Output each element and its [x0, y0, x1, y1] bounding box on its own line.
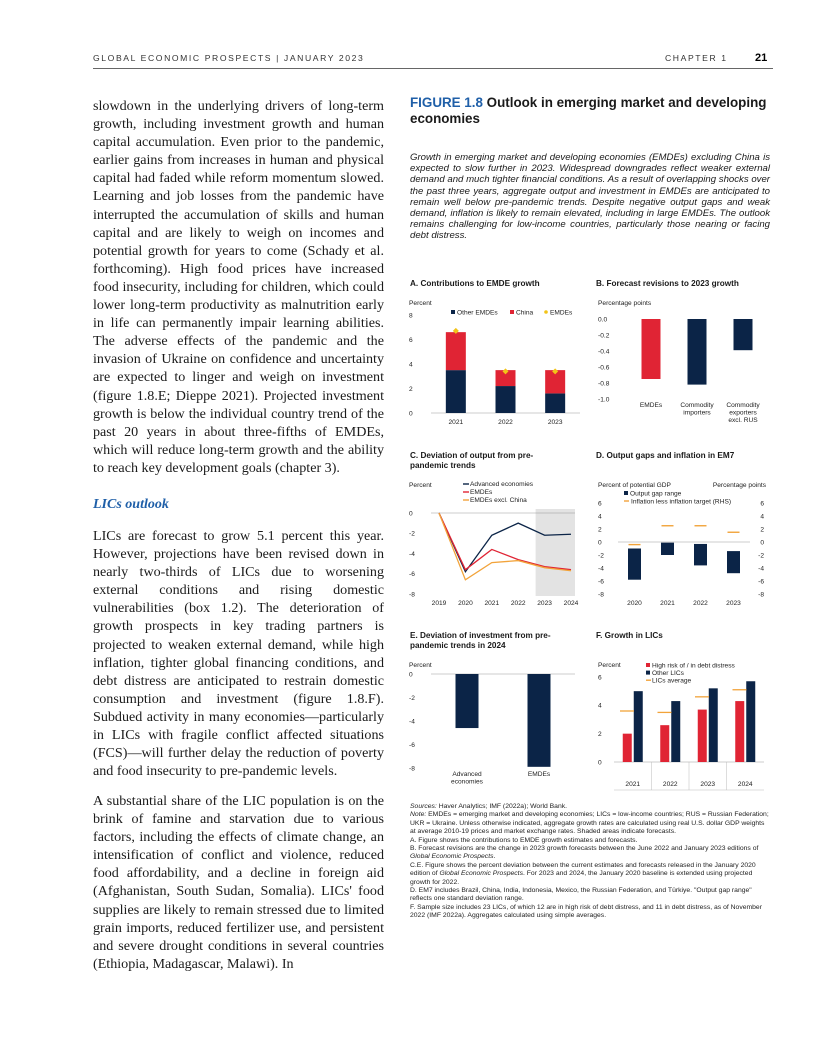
y-tick-label: 0: [409, 510, 413, 518]
x-tick-label: 2024: [737, 781, 753, 788]
body-paragraph-3: [93, 792, 384, 973]
y-tick-label: -0.8: [598, 380, 610, 388]
page-number: 21: [755, 52, 768, 64]
y-tick-label: 2: [598, 730, 602, 738]
x-tick-label: 2024: [563, 600, 579, 607]
x-tick-label: Advanced: [452, 771, 482, 778]
data-bar: [727, 551, 740, 573]
y-tick-label: 4: [598, 702, 602, 710]
y-tick-label: 4: [598, 513, 602, 521]
y-tick-label: -4: [409, 718, 415, 726]
x-tick-label: Commodity: [680, 402, 714, 409]
paragraph-text: A substantial share of the LIC population is on the brink of famine and starvation due to various factors, including the effects of climate change, an intensification of conflict and violence, reduced food affordability, and a decline in foreign aid (Afghanistan, South Sudan, Somalia). LICs' food supplies are likely to remain stressed due to limited grain imports, reduced fertilizer use, and persistent and severe drought conditions in several countries (Ethiopia, Madagascar, Malawi). In: [93, 793, 384, 972]
x-tick-label: 2023: [547, 419, 563, 426]
y-tick-label-right: -2: [758, 552, 764, 560]
legend-swatch: [646, 671, 650, 675]
forecast-shading: [536, 509, 575, 596]
chapter-label: CHAPTER 1: [665, 53, 728, 63]
data-bar: [671, 701, 680, 762]
legend-label: Output gap range: [630, 490, 682, 498]
body-paragraph-2: [93, 527, 384, 780]
figure-intro: Growth in emerging market and developing economies (EMDEs) excluding China is expected to slow further in 2023. Widespread downgrades reflect weaker external demand and much tighter financial conditions. As a result of overlapping shocks over the past three years, aggregate output and investment in EMDEs are anticipated to remain well below pre-pandemic trends. Despite negative output gaps and weak demand, inflation is likely to remain elevated, including in large EMDEs. The outlook remains challenging for low-income countries, particularly those nearing or facing debt distress.: [410, 152, 770, 242]
y-tick-label: 8: [409, 312, 413, 320]
y-tick-label: 0: [409, 410, 413, 418]
y-tick-label: -0.4: [598, 348, 610, 356]
section-heading: LICs outlook: [93, 497, 169, 512]
legend-label: EMDEs excl. China: [470, 497, 527, 504]
data-bar: [628, 549, 641, 580]
chart-e: [405, 657, 585, 792]
y-tick-label: 6: [409, 336, 413, 344]
y-axis-label: Percent: [409, 300, 432, 307]
legend-label: EMDEs: [470, 489, 493, 496]
x-tick-label: excl. RUS: [728, 417, 758, 424]
sources-label: Sources:: [410, 803, 437, 810]
y-tick-label: -0.2: [598, 332, 610, 340]
x-tick-label: 2019: [431, 600, 447, 607]
legend-label: Other LICs: [652, 669, 684, 677]
note-ce-end: . For 2023 and 2024, the January 2020 baseline is extended using projected growth for 2022.: [410, 870, 753, 886]
y-tick-label: 0: [598, 539, 602, 547]
y-tick-label-right: 4: [760, 513, 764, 521]
x-tick-label: EMDEs: [639, 402, 663, 409]
panel-f-title: F. Growth in LICs: [596, 631, 663, 640]
x-tick-label: 2020: [627, 600, 642, 607]
y-tick-label: 0: [598, 759, 602, 767]
chart-b: [592, 295, 772, 435]
x-tick-label: 2022: [693, 600, 708, 607]
chart-d: [592, 477, 772, 612]
y-tick-label: -2: [598, 552, 604, 560]
data-bar: [446, 370, 466, 413]
y-tick-label-right: 6: [760, 500, 764, 508]
figure-title-text: Outlook in emerging market and developing economies: [410, 95, 767, 126]
note-ce-text: C.E. Figure shows the percent deviation between the current estimates and forecasts released in the January 2020 edition of: [410, 861, 756, 878]
y-tick-label-right: -6: [758, 578, 764, 586]
legend-label: Other EMDEs: [457, 309, 498, 317]
legend-label: China: [516, 309, 534, 317]
note-b: [410, 845, 770, 862]
x-tick-label: exporters: [729, 409, 757, 417]
y-tick-label: 0: [409, 671, 413, 679]
y-tick-label: -8: [409, 765, 415, 773]
y-tick-label: -6: [409, 571, 415, 579]
x-tick-label: 2023: [726, 600, 741, 607]
figure-notes: [410, 803, 770, 921]
legend-label: Advanced economies: [470, 481, 534, 488]
legend-swatch: [646, 663, 650, 667]
y-tick-label: 2: [598, 526, 602, 534]
y-tick-label: -2: [409, 530, 415, 538]
data-bar: [735, 701, 744, 762]
panel-b-title: B. Forecast revisions to 2023 growth: [596, 279, 739, 288]
chart-c: [405, 477, 585, 612]
x-tick-label: importers: [683, 409, 711, 417]
note-b-end: .: [493, 853, 496, 861]
note-b-text: B. Forecast revisions are the change in 2023 growth forecasts between the June 2022 and January 2023 editions of: [410, 845, 759, 853]
x-tick-label: 2022: [662, 781, 678, 788]
legend-label: LICs average: [652, 677, 692, 685]
x-tick-label: 2020: [458, 600, 473, 607]
sources-text: Haver Analytics; IMF (2022a); World Bank.: [438, 803, 568, 810]
y-tick-label: 4: [409, 361, 413, 369]
y-tick-label-right: 0: [760, 539, 764, 547]
x-tick-label: 2021: [484, 600, 500, 607]
legend-swatch: [510, 310, 514, 314]
paragraph-text: slowdown in the underlying drivers of long-term growth, including investment growth and human capital accumulation. Even prior to the pandemic, earlier gains from increases in human and physical capital had faded while reform momentum slowed. Learning and job losses from the pandemic have interrupted the accumulation of skills and human capital and are likely to weigh on incomes and potential growth for years to come (Schady et al. forthcoming). High food prices have increased food insecurity, including for children, which could lower long-term productivity as malnutrition early in life can permanently impair learning abilities. The adverse effects of the pandemic and the invasion of Ukraine on confidence and uncertainty are expected to linger and weigh on investment (figure 1.8.E; Dieppe 2021). Projected investment growth is below the individual country trend of the past 20 years in about three-fifths of EMDEs, which will reduce long-term growth and the ability to reach key development goals (chapter 3).: [93, 98, 384, 476]
x-tick-label: 2023: [537, 600, 552, 607]
note-text: EMDEs = emerging market and developing economies; LICs = low-income countries; RUS = Russian Federation; UKR = Ukraine. Unless otherwise indicated, aggregate growth rates are calculated using real U.S. dollar GDP weights at average 2010-19 prices and market exchange rates. Shaded areas indicate forecasts.: [410, 811, 769, 836]
y-tick-label: 6: [598, 500, 602, 508]
legend-swatch: [624, 491, 628, 495]
panel-d-title: D. Output gaps and inflation in EM7: [596, 451, 735, 460]
legend-label: High risk of / in debt distress: [652, 662, 735, 670]
x-tick-label: 2021: [660, 600, 675, 607]
data-bar: [623, 734, 632, 762]
data-bar: [698, 710, 707, 762]
y-tick-label: -6: [598, 578, 604, 586]
note-d: D. EM7 includes Brazil, China, India, Indonesia, Mexico, the Russian Federation, and Türkiye. "Output gap range" reflects one standard deviation range.: [410, 887, 752, 903]
y-tick-label: -4: [598, 565, 604, 573]
running-title: GLOBAL ECONOMIC PROSPECTS | JANUARY 2023: [93, 53, 365, 63]
data-bar: [634, 691, 643, 762]
header-rule: [93, 68, 773, 69]
note-b-italic: Global Economic Prospects: [410, 853, 494, 861]
data-bar: [528, 674, 551, 767]
paragraph-text: LICs are forecast to grow 5.1 percent this year. However, projections have been revised down in nearly two-thirds of LICs due to worsening external conditions and rising domestic vulnerabilities (box 1.2). The deterioration of growth prospects in key trading partners is projected to weaken external demand, while high inflation, tighter global financing conditions, and debt distress are anticipated to restrain domestic consumption and investment (figure 1.8.F). Subdued activity in many economies—particularly in LICs with fragile conflict affected situations (FCS)—will further delay the reduction of poverty and food insecurity to pre-pandemic levels.: [93, 528, 384, 780]
y-tick-label-right: -8: [758, 591, 764, 599]
data-bar: [642, 319, 661, 379]
y-tick-label: 6: [598, 674, 602, 682]
y-axis-label: Percent: [409, 662, 432, 669]
note-ce: [410, 862, 770, 887]
y-axis-label: Percent: [409, 482, 432, 489]
y-tick-label-right: 2: [760, 526, 764, 534]
y-axis-label-right: Percentage points: [712, 482, 766, 489]
x-tick-label: 2022: [498, 419, 513, 426]
panel-c-title: C. Deviation of output from pre-pandemic trends: [410, 451, 534, 470]
chart-f: [592, 657, 772, 792]
y-tick-label: -2: [409, 694, 415, 702]
data-bar: [746, 681, 755, 762]
y-tick-label: -0.6: [598, 364, 610, 372]
x-tick-label: 2023: [700, 781, 716, 788]
y-axis-label: Percent of potential GDP: [598, 482, 671, 489]
y-tick-label-right: -4: [758, 565, 764, 573]
y-tick-label: -1.0: [598, 396, 610, 404]
y-axis-label: Percentage points: [598, 300, 652, 307]
data-bar: [660, 725, 669, 762]
y-tick-label: -6: [409, 741, 415, 749]
panel-e-title: E. Deviation of investment from pre-pandemic trends in 2024: [410, 631, 551, 650]
data-bar: [688, 319, 707, 385]
x-tick-label: 2021: [625, 781, 641, 788]
data-bar: [545, 393, 565, 413]
y-tick-label: 0.0: [598, 316, 608, 324]
data-bar: [446, 332, 466, 370]
x-tick-label: EMDEs: [527, 771, 551, 778]
y-tick-label: -8: [409, 591, 415, 599]
figure-title: [410, 95, 770, 127]
x-tick-label: 2021: [448, 419, 464, 426]
x-tick-label: economies: [451, 778, 483, 786]
note-ce-italic: Global Economic Prospects: [439, 870, 523, 878]
data-bar: [734, 319, 753, 350]
legend-label: Inflation less inflation target (RHS): [631, 498, 732, 506]
panel-a-title: A. Contributions to EMDE growth: [410, 279, 540, 288]
note-a: A. Figure shows the contributions to EMDE growth estimates and forecasts.: [410, 836, 638, 844]
legend-swatch: [544, 310, 548, 314]
y-tick-label: 2: [409, 385, 413, 393]
x-tick-label: 2022: [510, 600, 526, 607]
data-bar: [709, 688, 718, 762]
y-tick-label: -8: [598, 591, 604, 599]
figure-label: FIGURE 1.8: [410, 95, 483, 110]
data-bar: [694, 544, 707, 565]
note-f: F. Sample size includes 23 LICs, of which 12 are in high risk of debt distress, and 11 in debt distress, as of November 2022 (IMF 2022a). Aggregates calculated using simple averages.: [410, 903, 762, 920]
note-label: Note:: [410, 811, 427, 819]
legend-swatch: [451, 310, 455, 314]
y-axis-label: Percent: [598, 662, 621, 669]
chart-a: [405, 295, 585, 435]
data-bar: [661, 543, 674, 555]
legend-label: EMDEs: [550, 309, 573, 317]
body-paragraph-1: [93, 97, 384, 477]
x-tick-label: Commodity: [726, 402, 760, 409]
data-bar: [496, 386, 516, 413]
data-bar: [456, 674, 479, 728]
y-tick-label: -4: [409, 550, 415, 558]
